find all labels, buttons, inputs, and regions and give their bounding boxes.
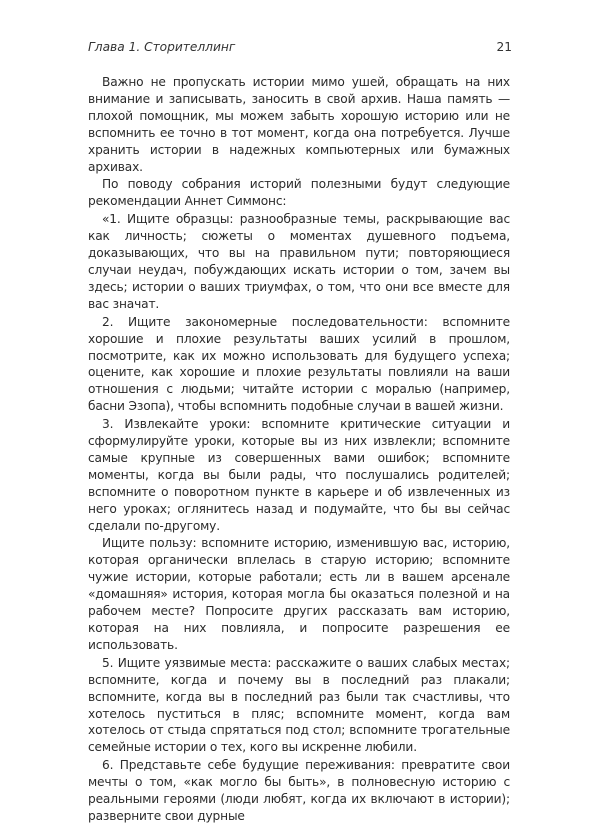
running-header <box>88 40 512 58</box>
body-text <box>88 74 510 826</box>
chapter-title: Глава 1. Сторителлинг <box>88 40 236 54</box>
paragraph: Ищите пользу: вспомните историю, изменившую вас, историю, которая органически вплелась в старую историю; вспомните чужие истории, которые работали; есть ли в вашем арсенале «домашняя» история, которая могла бы оказаться полезной и на рабочем месте? Попросите других рассказать вам историю, которая на них повлияла, и попросите разрешения ее использовать. <box>88 536 510 652</box>
paragraph: «1. Ищите образцы: разнообразные темы, раскрывающие вас как личность; сюжеты о моментах душевного подъема, доказывающих, что вы на правильном пути; повторяющиеся случаи неудач, побуждающих искать истории о том, зачем вы здесь; истории о ваших триумфах, о том, что они все вместе для вас значат. <box>88 212 510 311</box>
paragraph: 6. Представьте себе будущие переживания: превратите свои мечты о том, «как могло бы быть», в полновесную историю с реальными героями (люди любят, когда их включают в истории); разверните свои дурные <box>88 758 510 823</box>
paragraph: По поводу собрания историй полезными будут следующие рекомендации Аннет Симмонс: <box>88 177 510 209</box>
paragraph: 2. Ищите закономерные последовательности: вспомните хорошие и плохие результаты ваших усилий в прошлом, посмотрите, как их можно использовать для будущего успеха; оцените, как хорошие и плохие результаты повлияли на ваши отношения с людьми; читайте истории с моралью (например, басни Эзопа), чтобы вспомнить подобные случаи в вашей жизни. <box>88 314 510 414</box>
paragraph: 3. Извлекайте уроки: вспомните критические ситуации и сформулируйте уроки, которые вы из них извлекли; вспомните самые крупные из совершенных вами ошибок; вспомните моменты, когда вы были рады, что послушались родителей; вспомните о поворотном пункте в карьере и об извлеченных из него уроках; оглянитесь назад и подумайте, что бы вы сейчас сделали по-другому. <box>88 417 510 533</box>
page-number: 21 <box>496 40 512 54</box>
paragraph: Важно не пропускать истории мимо ушей, обращать на них внимание и записывать, заносить в свой архив. Наша память — плохой помощник, мы можем забыть хорошую историю или не вспомнить ее точно в тот момент, когда она потребуется. Лучше хранить истории в надежных компьютерных или бумажных архивах. <box>88 75 510 174</box>
paragraph: 5. Ищите уязвимые места: расскажите о ваших слабых местах; вспомните, когда и почему вы в последний раз плакали; вспомните, когда вы в последний раз были так счастливы, что хотелось пуститься в пляс; вспомните момент, когда вам хотелось от стыда спрятаться под стол; вспомните трогательные семейные истории о тех, кого вы искренне любили. <box>88 655 510 755</box>
